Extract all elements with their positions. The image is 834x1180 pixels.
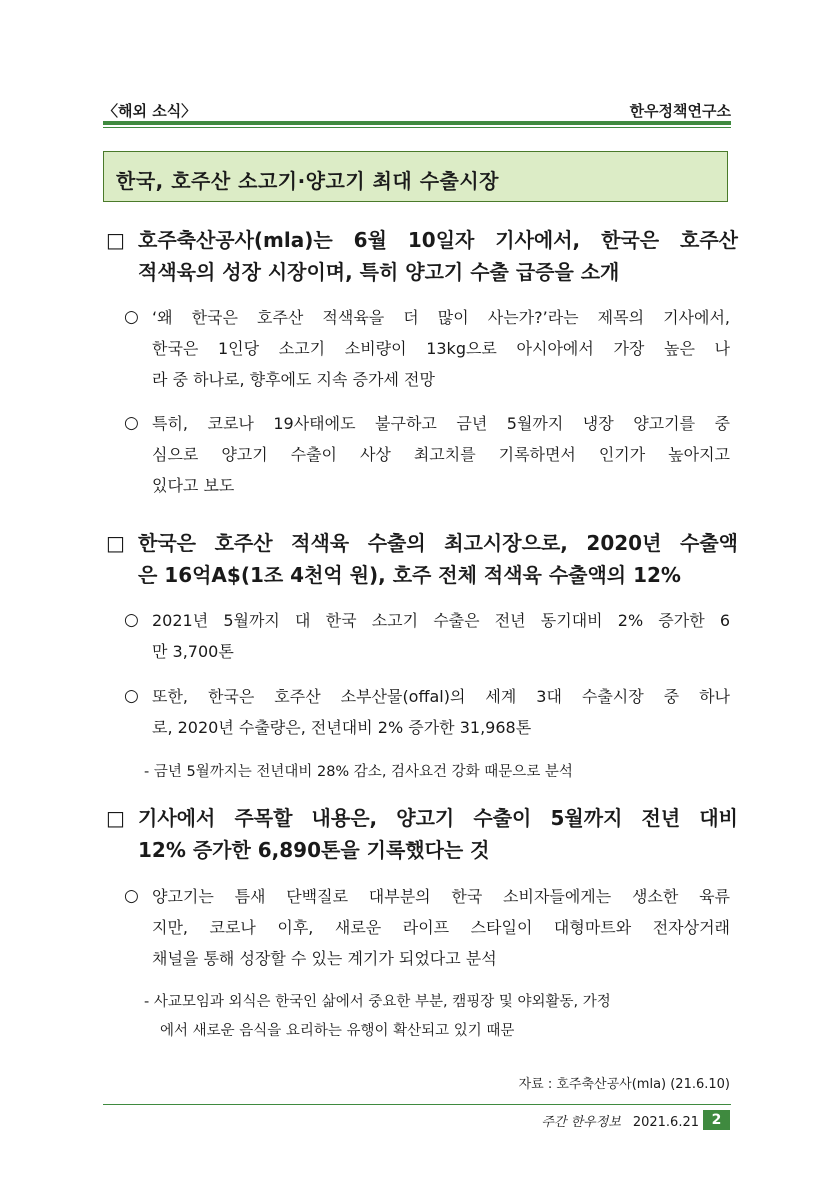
source-citation: 자료 : 호주축산공사(mla) (21.6.10) [518,1077,730,1092]
square-bullet-icon: □ [106,806,125,830]
bullet-line: 심으로 양고기 수출이 사상 최고치를 기록하면서 인기가 높아지고 [152,445,730,464]
bullet-line: 또한, 한국은 호주산 소부산물(offal)의 세계 3대 수출시장 중 하나 [152,687,730,706]
organization-name: 한우정책연구소 [629,102,731,120]
circle-bullet-icon: ○ [124,886,139,906]
title-box [103,151,728,202]
circle-bullet-icon: ○ [124,610,139,630]
bullet-line: 한국은 1인당 소고기 소비량이 13kg으로 아시아에서 가장 높은 나 [152,339,730,358]
bullet-line: 만 3,700톤 [152,642,234,661]
bullet-line: 양고기는 틈새 단백질로 대부분의 한국 소비자들에게는 생소한 육류 [152,887,730,906]
section-2-note: - 금년 5월까지는 전년대비 28% 감소, 검사요건 강화 때문으로 분석 [144,764,573,780]
heading-line: 적색육의 성장 시장이며, 특히 양고기 수출 급증을 소개 [138,260,620,284]
heading-line: 기사에서 주목할 내용은, 양고기 수출이 5월까지 전년 대비 [138,806,738,830]
footer [541,1111,699,1130]
circle-bullet-icon: ○ [124,307,139,327]
bullet-line: 있다고 보도 [152,476,235,495]
bullet-line: 로, 2020년 수출량은, 전년대비 2% 증가한 31,968톤 [152,718,532,737]
circle-bullet-icon: ○ [124,413,139,433]
footer-rule [103,1104,731,1105]
bullet-line: 2021년 5월까지 대 한국 소고기 수출은 전년 동기대비 2% 증가한 6 [152,611,730,630]
heading-line: 12% 증가한 6,890톤을 기록했다는 것 [138,838,490,862]
bullet-line: 특히, 코로나 19사태에도 불구하고 금년 5월까지 냉장 양고기를 중 [152,414,730,433]
section-3-note-line-2: 에서 새로운 음식을 요리하는 유행이 확산되고 있기 때문 [160,1023,515,1039]
heading-line: 호주축산공사(mla)는 6월 10일자 기사에서, 한국은 호주산 [138,228,738,252]
publication-date: 2021.6.21 [632,1115,699,1130]
publication-name: 주간 한우정보 [541,1115,621,1130]
section-3-note-line-1: - 사교모임과 외식은 한국인 삶에서 중요한 부분, 캠핑장 및 야외활동, 가정 [144,994,611,1010]
header-rule-thick [103,121,731,125]
heading-line: 한국은 호주산 적색육 수출의 최고시장으로, 2020년 수출액 [138,531,738,555]
bullet-line: 지만, 코로나 이후, 새로운 라이프 스타일이 대형마트와 전자상거래 [152,918,730,937]
page-number: 2 [703,1110,730,1130]
bullet-line: ‘왜 한국은 호주산 적색육을 더 많이 사는가?’라는 제목의 기사에서, [152,308,730,327]
circle-bullet-icon: ○ [124,686,139,706]
bullet-line: 채널을 통해 성장할 수 있는 계기가 되었다고 분석 [152,949,497,968]
square-bullet-icon: □ [106,228,125,252]
bullet-line: 라 중 하나로, 향후에도 지속 증가세 전망 [152,370,435,389]
heading-line: 은 16억A$(1조 4천억 원), 호주 전체 적색육 수출액의 12% [138,563,681,587]
section-label: 〈해외 소식〉 [103,102,197,120]
page-title: 한국, 호주산 소고기·양고기 최대 수출시장 [116,169,499,193]
square-bullet-icon: □ [106,531,125,555]
header-rule-thin [103,127,731,128]
